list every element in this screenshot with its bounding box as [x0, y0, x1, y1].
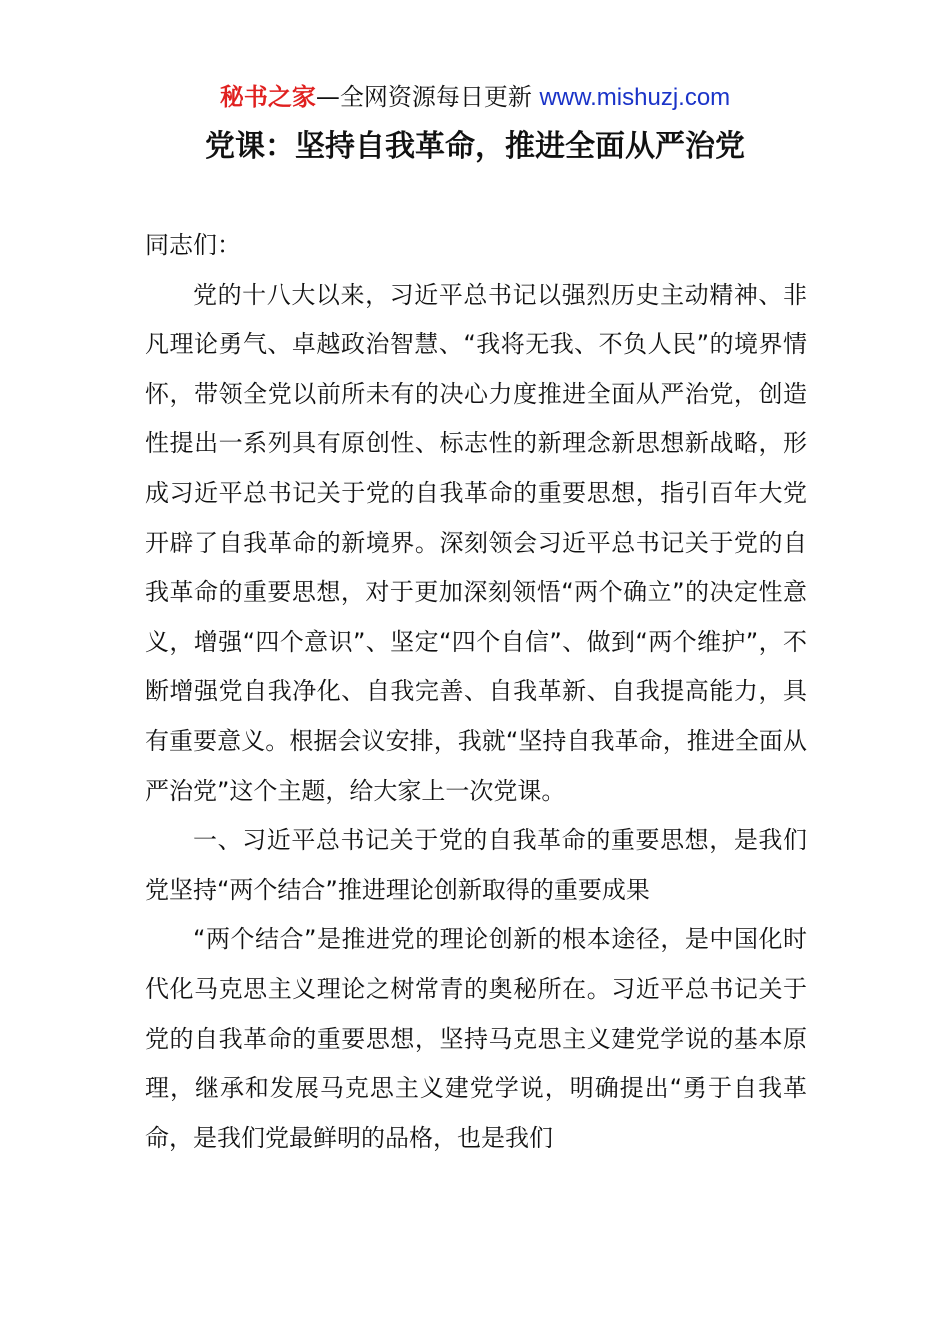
site-brand: 秘书之家 — [219, 83, 316, 111]
site-url-link[interactable]: www.mishuzj.com — [539, 84, 731, 111]
section-heading-1: 一、习近平总书记关于党的自我革命的重要思想，是我们党坚持“两个结合”推进理论创新取得的重要成果 — [145, 826, 807, 904]
salutation: 同志们： — [145, 231, 241, 259]
site-header — [0, 80, 950, 115]
document-body — [145, 221, 807, 1163]
document-title: 党课：坚持自我革命，推进全面从严治党 — [205, 129, 745, 164]
paragraph-section-1: “两个结合”是推进党的理论创新的根本途径，是中国化时代化马克思主义理论之树常青的奥秘所在。习近平总书记关于党的自我革命的重要思想，坚持马克思主义建党学说的基本原理，继承和发展马克思主义建党学说，明确提出“勇于自我革命，是我们党最鲜明的品格，也是我们 — [145, 925, 807, 1152]
site-tagline: —全网资源每日更新 — [315, 83, 540, 111]
paragraph-intro: 党的十八大以来，习近平总书记以强烈历史主动精神、非凡理论勇气、卓越政治智慧、“我将无我、不负人民”的境界情怀，带领全党以前所未有的决心力度推进全面从严治党，创造性提出一系列具有原创性、标志性的新理念新思想新战略，形成习近平总书记关于党的自我革命的重要思想，指引百年大党开辟了自我革命的新境界。深刻领会习近平总书记关于党的自我革命的重要思想，对于更加深刻领悟“两个确立”的决定性意义，增强“四个意识”、坚定“四个自信”、做到“两个维护”，不断增强党自我净化、自我完善、自我革新、自我提高能力，具有重要意义。根据会议安排，我就“坚持自我革命，推进全面从严治党”这个主题，给大家上一次党课。 — [145, 280, 807, 805]
